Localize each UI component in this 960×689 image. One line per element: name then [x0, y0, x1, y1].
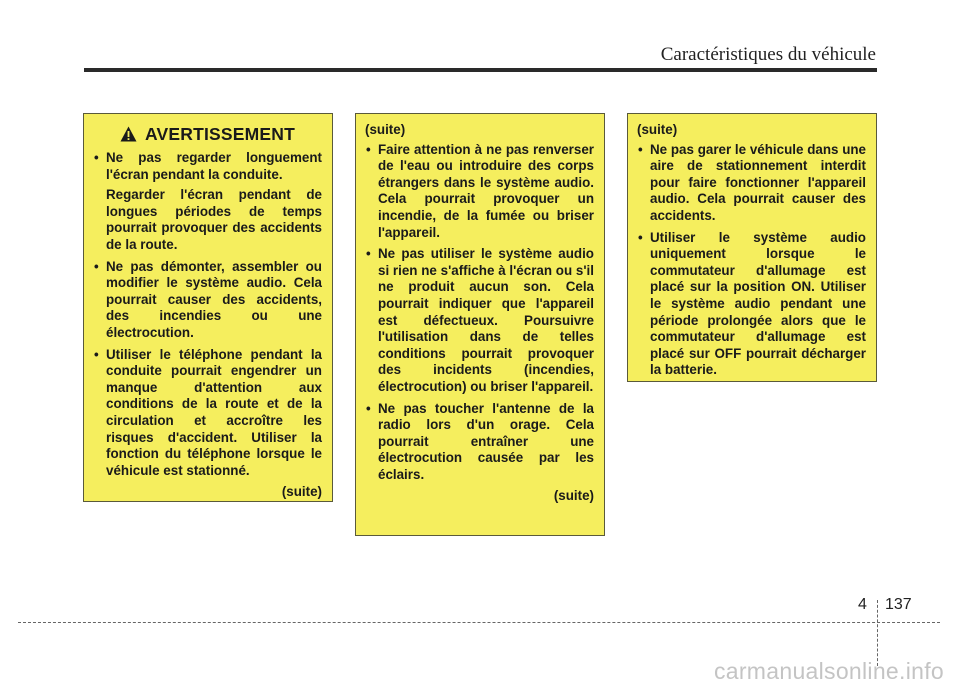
warning-list-2 [365, 142, 594, 484]
list-item-text: • Ne pas toucher l'antenne de la radio lors d'un orage. Cela pourrait entraîner une électrocution causée par les éclairs. [378, 400, 594, 482]
list-item [365, 246, 594, 395]
chapter-number: 4 [858, 596, 867, 613]
continued-from-label: (suite) [637, 122, 678, 137]
header-rule [84, 68, 877, 72]
list-item-text: • Faire attention à ne pas renverser de l'eau ou introduire des corps étrangers dans le système audio. Cela pourrait provoquer un incendie, de la fumée ou briser l'appareil. [378, 141, 594, 240]
list-item-text: • Ne pas garer le véhicule dans une aire de stationnement interdit pour faire fonctionner l'appareil audio. Cela pourrait causer des accidents. [650, 141, 866, 223]
continued-label: (suite) [553, 488, 594, 504]
continued-from-label: (suite) [365, 122, 406, 137]
warning-list-3 [637, 142, 866, 379]
continued-label: (suite) [281, 484, 322, 500]
list-item-text: • Utiliser le système audio uniquement lorsque le commutateur d'allumage est placé sur la position ON. Utiliser le système audio pendant une période prolongée alors que le commutateur d'allumage est placé sur OFF pourrait décharger la batterie. [650, 229, 866, 378]
list-item [637, 142, 866, 225]
footer-rule [18, 622, 940, 623]
list-item [93, 347, 322, 480]
list-item-text: • Ne pas regarder longuement l'écran pendant la conduite. [106, 150, 322, 182]
list-item [93, 259, 322, 342]
list-item-text: Regarder l'écran pendant de longues périodes de temps pourrait provoquer des accidents de la route. [106, 187, 322, 252]
list-item [637, 230, 866, 379]
page-number: 137 [885, 596, 912, 613]
warning-list-1 [93, 150, 322, 479]
warning-box-2 [355, 113, 605, 536]
list-item-text: • Utiliser le téléphone pendant la conduite pourrait engendrer un manque d'attention aux conditions de la route et de la circulation et accroître les risques d'accident. Utiliser la fonction du téléphone lorsque le véhicule est stationné. [106, 346, 322, 478]
list-item [365, 401, 594, 484]
list-item-text: • Ne pas démonter, assembler ou modifier le système audio. Cela pourrait causer des accidents, des incendies ou une électrocution. [106, 258, 322, 340]
warning-title [93, 124, 322, 144]
warning-title-text: AVERTISSEMENT [144, 124, 296, 144]
warning-triangle-icon [120, 126, 137, 142]
watermark: carmanualsonline.info [713, 658, 944, 684]
list-item [93, 150, 322, 254]
list-item-text: • Ne pas utiliser le système audio si rien ne s'affiche à l'écran ou s'il ne produit aucun son. Cela pourrait indiquer que l'appareil est défectueux. Poursuivre l'utilisation dans de telles conditions pourrait provoquer des incidents (incendies, électrocution) ou briser l'appareil. [378, 246, 594, 394]
warning-box-1 [83, 113, 333, 502]
header-title: Caractéristiques du véhicule [660, 44, 876, 65]
warning-box-3 [627, 113, 877, 382]
list-item [365, 142, 594, 242]
footer-divider [877, 600, 878, 666]
